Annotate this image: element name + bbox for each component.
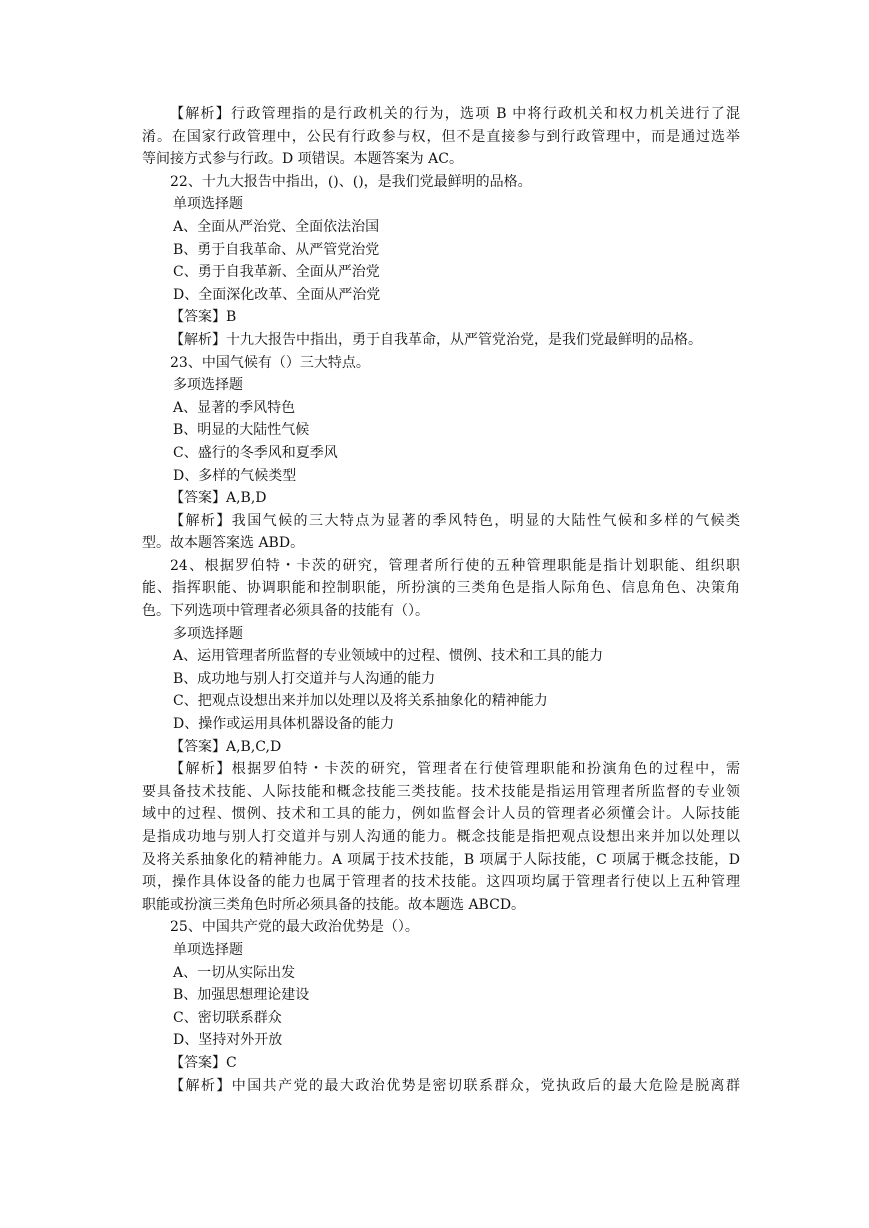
text-line: 域中的过程、惯例、技术和工具的能力，例如监督会计人员的管理者必须懂会计。人际技能 (142, 806, 740, 823)
text-line: 【解析】行政管理指的是行政机关的行为，选项 B 中将行政机关和权力机关进行了混 (170, 106, 740, 122)
text-line: 及将关系抽象化的精神能力。A 项属于技术技能，B 项属于人际技能，C 项属于概念技能，D (142, 851, 740, 868)
text-line: 【答案】B (170, 309, 237, 326)
text-line: B、成功地与别人打交道并与人沟通的能力 (173, 670, 436, 687)
text-line: C、盛行的冬季风和夏季风 (173, 444, 338, 461)
text-line: 型。故本题答案选 ABD。 (142, 535, 305, 552)
text-line: C、把观点设想出来并加以处理以及将关系抽象化的精神能力 (173, 693, 548, 710)
text-line: 是指成功地与别人打交道并与别人沟通的能力。概念技能是指把观点设想出来并加以处理以 (142, 829, 740, 845)
text-line: B、勇于自我革命、从严管党治党 (173, 241, 380, 258)
text-line: A、运用管理者所监督的专业领域中的过程、惯例、技术和工具的能力 (173, 648, 604, 665)
text-line: C、勇于自我革新、全面从严治党 (173, 264, 380, 281)
text-line: A、全面从严治党、全面依法治国 (173, 218, 380, 235)
text-line: 能、指挥职能、协调职能和控制职能，所扮演的三类角色是指人际角色、信息角色、决策角 (142, 580, 740, 597)
text-line: 项，操作具体设备的能力也属于管理者的技术技能。这四项均属于管理者行使以上五种管理 (142, 874, 740, 891)
text-line: 【解析】十九大报告中指出，勇于自我革命，从严管党治党，是我们党最鲜明的品格。 (170, 331, 702, 348)
text-line: 色。下列选项中管理者必须具备的技能有（）。 (142, 603, 429, 620)
text-line: 【解析】我国气候的三大特点为显著的季风特色，明显的大陆性气候和多样的气候类 (170, 512, 740, 529)
text-line: 多项选择题 (173, 377, 243, 394)
text-line: B、明显的大陆性气候 (173, 422, 310, 439)
text-line: 25、中国共产党的最大政治优势是（）。 (170, 919, 419, 936)
text-line: D、多样的气候类型 (173, 467, 297, 484)
text-line: B、加强思想理论建设 (173, 987, 310, 1004)
text-line: D、全面深化改革、全面从严治党 (173, 286, 381, 303)
text-line: 【答案】A,B,C,D (170, 738, 282, 755)
text-line: 淆。在国家行政管理中，公民有行政参与权，但不是直接参与到行政管理中，而是通过选举 (142, 128, 740, 145)
text-line: 【答案】C (170, 1054, 237, 1071)
text-line: 【解析】中国共产党的最大政治优势是密切联系群众，党执政后的最大危险是脱离群 (170, 1077, 740, 1094)
text-line: 【解析】根据罗伯特・卡茨的研究，管理者在行使管理职能和扮演角色的过程中，需 (170, 761, 740, 778)
text-line: 要具备技术技能、人际技能和概念技能三类技能。技术技能是指运用管理者所监督的专业领 (142, 783, 740, 800)
text-line: 等间接方式参与行政。D 项错误。本题答案为 AC。 (142, 151, 463, 168)
text-line: C、密切联系群众 (173, 1009, 282, 1026)
text-line: D、坚持对外开放 (173, 1032, 283, 1049)
text-line: 单项选择题 (173, 941, 243, 958)
text-line: A、显著的季风特色 (173, 399, 296, 416)
text-line: 职能或扮演三类角色时所必须具备的技能。故本题选 ABCD。 (142, 896, 526, 913)
text-line: 【答案】A,B,D (170, 490, 267, 507)
text-line: 23、中国气候有（）三大特点。 (170, 354, 370, 371)
text-line: 24、根据罗伯特・卡茨的研究，管理者所行使的五种管理职能是指计划职能、组织职 (170, 557, 740, 574)
text-line: D、操作或运用具体机器设备的能力 (173, 716, 395, 733)
document-body (142, 103, 740, 1097)
text-line: 22、十九大报告中指出，()、()，是我们党最鲜明的品格。 (170, 173, 532, 190)
text-line: A、一切从实际出发 (173, 964, 296, 981)
text-line: 多项选择题 (173, 625, 243, 642)
text-line: 单项选择题 (173, 196, 243, 213)
